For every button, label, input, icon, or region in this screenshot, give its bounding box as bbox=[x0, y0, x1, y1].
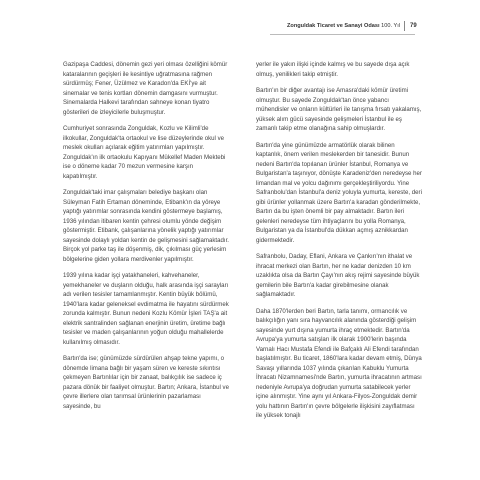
paragraph: Zonguldak'taki imar çalışmaları belediye başkanı olan Süleyman Fatih Ertaman döneminde, Etibank'ın da yöreye yaptığı yatırımlar sonrasında kendini göstermeye başlamış, 1936 yılından itibaren kentin çehresi olumlu yönde değişim göstermiştir. Etibank, çalışanlarına yönelik yaptığı yatırımlar sayesinde dolaylı yoldan kentin de gelişmesini sağlamaktadır. Birçok yol parke taş ile döşenmiş, dik, çıkılması güç yerlesim bölgelerine giden yollara merdivenler yapılmıştır. bbox=[63, 189, 229, 263]
paragraph: Cumhuriyet sonrasında Zonguldak, Kozlu ve Kilimli'de ilkokullar, Zonguldak'ta ortaokul ve lise düzeylerinde okul ve meslek okulları açılarak eğitim yatırımları yapılmıştır. Zonguldak'ın ilk ortaokulu Kapıyanı Mükellef Maden Mektebi ise o döneme kadar 70 mezun vermesine karşın kapatılmıştır. bbox=[63, 125, 226, 180]
page-number: 79 bbox=[410, 23, 417, 29]
paragraph: Bartın'ın bir diğer avantajı ise Amasra'daki kömür üretimi olmuştur. Bu sayede Zonguldak'tan önce yabancı mühendisler ve onların kültürleri ile tanışma fırsatı yakalamış, yüksek alım gücü sayesinde gelişmeleri İstanbul ile eş zamanlı takip etme olanağına sahip olmuşlardır. bbox=[256, 87, 422, 132]
paragraph: Bartın'da ise; günümüzde sürdürülen ahşap tekne yapımı, o dönemde limana bağlı bir yaşam süren ve kereste sıkıntısı çekmeyen Bartınlılar için bir zanaat, balıkçılık ise sadece iç pazara dönük bir faaliyet olmuştur. Bartın; Ankara, İstanbul ve çevre illerlere olan tarımsal ürünlerinin pazarlaması sayesinde, bu bbox=[63, 355, 229, 410]
publication-name: Zonguldak Ticaret ve Sanayi Odası bbox=[287, 23, 380, 29]
header-title bbox=[287, 21, 400, 31]
paragraph: Gazipaşa Caddesi, dönemin gezi yeri olması özelliğini kömür kataralarının geçişleri ile kesintiye uğratmasına rağmen sürdürmüş; Fener, Üzülmez ve Karadon'da EKİ'ye ait sinemalar ve tenis kortları dönemin damgasını vurmuştur. Sinemalarda Halkevi tarafından sahneye konan tiyatro gösterileri de izleyicilerle buluşmuştur. bbox=[63, 61, 228, 116]
header-rule bbox=[270, 34, 415, 35]
paragraph: Safranbolu, Daday, Eflani, Ankara ve Çankırı'nın ithalat ve ihracat merkezi olan Bartın, her ne kadar denizden 10 km uzaklıkta olsa da Bartın Çayı'nın akış rejimi sayesinde büyük gemilerin bile Bartın'a kadar girebilmesine olanak sağlamaktadır. bbox=[256, 253, 420, 298]
paragraph: yerler ile yakın ilişki içinde kalmış ve bu sayede dışa açık olmuş, yenilikleri takip etmiştir. bbox=[256, 61, 410, 78]
edition-label: 100. Yıl bbox=[381, 23, 400, 29]
paragraph: Daha 1870'lerden beri Bartın, tarla tanımı, ormancılık ve balıkçılığın yanı sıra hayvancılık alanında gösterdiği gelişim sayesinde yurt dışına yumurta ihraç etmektedir. Bartın'da Avrupa'ya yumurta satışları ilk olarak 1900'lerin başında Varnalı Hacı Mustafa Efendi ile Bafçaklı Ali Efendi tarafından başlatılmıştır. Bu ticaret, 1860'lara kadar devam etmiş, Dünya Savaşı yıllarında 1037 yılında çıkarılan Kabuklu Yumurta İhracatı Nizamnamesi'nde Bartın, yumurta ihracatının artması nedeniyle Avrupa'ya doğrudan yumurta satabilecek yerler içine alınmıştır. Yine aynı yıl Ankara-Filyos-Zonguldak demir yolu hattının Bartın'ın çevre bölgelerle ilişkisini zayıflatması ile yüksek tonajlı bbox=[256, 307, 422, 419]
running-header bbox=[0, 21, 480, 33]
right-column bbox=[256, 60, 422, 428]
left-column bbox=[63, 60, 229, 418]
header-divider bbox=[404, 21, 405, 31]
paragraph: 1939 yılına kadar işçi yatakhaneleri, kahvehaneler, yemekhaneler ve duşların olduğu, halk arasında işçi sarayları adı verilen tesisler tamamlanmıştır. Kentin büyük bölümü, 1940'lara kadar geleneksel evdimatma ile hayatını sürdürmek zorunda kalmıştır. Bunun nedeni Kozlu Kömür İşleri TAŞ'a ait elektrik santralinden sağlanan enerjinin üretim, üretime bağlı tesisler ve maden çalışanlarının yoğun olduğu mahallelerde kullanılmış olmasıdır. bbox=[63, 272, 229, 346]
paragraph: Bartın'da yine günümüzde armatörlük olarak bilinen kaptanlık, önem verilen meslekerden bir tanesidir. Bunun nedeni Bartın'da topılanan ürünler İstanbul, Romanya ve Bulgaristan'a taşınıyor, dönüşte Karadeniz'den neredeyse her limandan mal ve yolcu dağınımı gerçekleştiriliyordu. Yine Safranbolu'dan İstanbul'a deniz yoluyla yumurta, kereste, deri gibi ürünler yollanmak üzere Bartın'a karadan gönderilmekte, Bartın da bu işten önemli bir pay almaktadır. Bartın ileri gelenleri neredeyse tüm ihtiyaçlarını bu yolla Romanya, Bulgaristan ya da İstanbul'da dükkan açmış aznikkardan gidermektedir. bbox=[256, 141, 422, 244]
